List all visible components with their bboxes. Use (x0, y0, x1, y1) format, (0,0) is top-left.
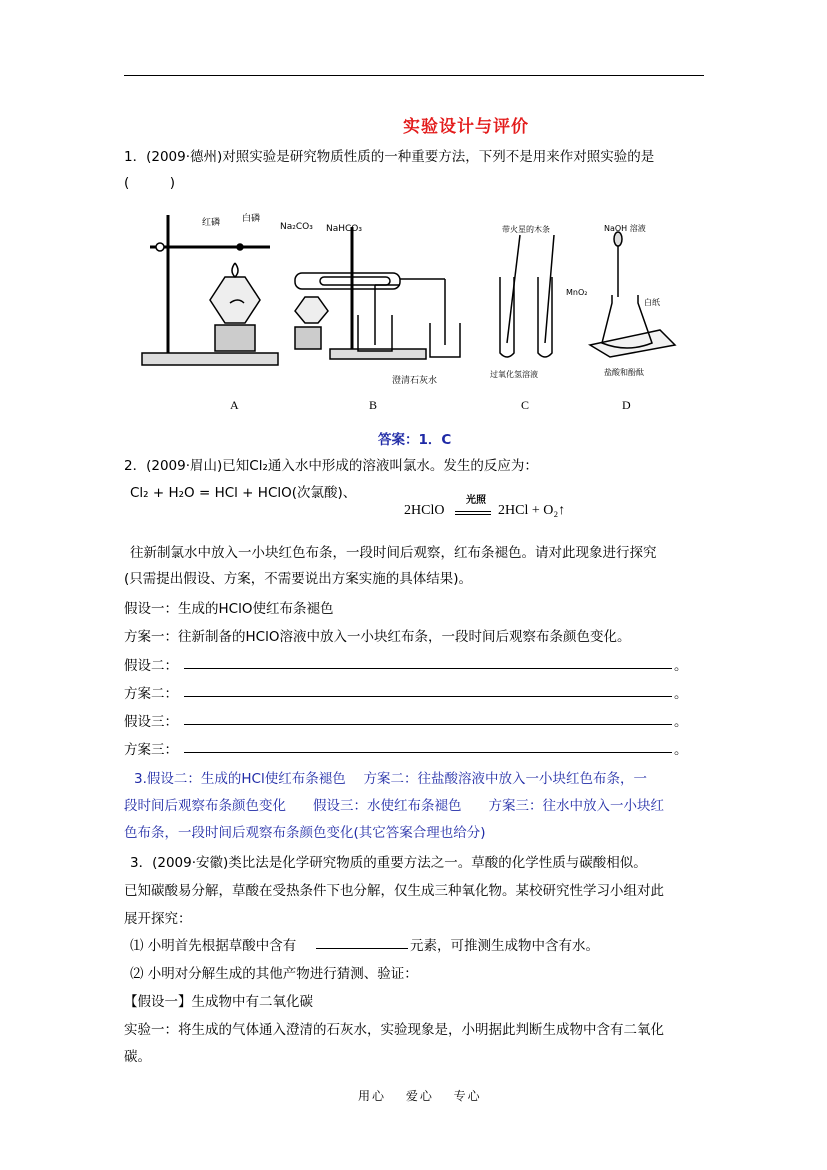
q2-hypothesis-2-label: 假设二： (124, 658, 178, 674)
q2-hypothesis-2-blank[interactable] (184, 668, 672, 669)
label-mno2: MnO₂ (566, 288, 588, 297)
label-h2o2: 过氧化氢溶液 (490, 370, 538, 379)
apparatus-a (142, 215, 278, 365)
q2-plan-2-label: 方案二： (124, 686, 178, 702)
label-na2co3: Na₂CO₃ (280, 222, 313, 232)
q2-plan-2-blank[interactable] (184, 696, 672, 697)
page-title: 实验设计与评价 (403, 117, 529, 137)
label-nahco3: NaHCO₃ (326, 224, 362, 234)
label-white-paper: 白纸 (644, 298, 660, 307)
q3-line1: 3．(2009·安徽)类比法是化学研究物质的重要方法之一。草酸的化学性质与碳酸相似。 (130, 855, 647, 871)
q2-eq2-arrow (455, 511, 491, 515)
q1-bracket: ( ) (124, 175, 176, 191)
apparatus-b (295, 227, 460, 359)
q3-step1-blank[interactable] (316, 948, 408, 949)
end-mark: 。 (674, 686, 688, 702)
q2-eq2-left: 2HClO (404, 503, 445, 518)
end-mark: 。 (674, 742, 688, 758)
q3-experiment-1-line1: 实验一：将生成的气体通入澄清的石灰水，实验现象是，小明据此判断生成物中含有二氧化 (124, 1022, 664, 1038)
q2-plan-3-label: 方案三： (124, 742, 178, 758)
q1-answer: 答案：1．C (378, 432, 452, 448)
q2-eq2-condition: 光照 (466, 495, 486, 506)
answer3-line3: 色布条，一段时间后观察布条颜色变化(其它答案合理也给分) (124, 825, 486, 841)
label-hcl-phenol: 盐酸和酚酞 (604, 368, 644, 377)
end-mark: 。 (674, 658, 688, 674)
label-white-phosphorus: 白磷 (242, 214, 261, 224)
apparatus-c (500, 235, 554, 357)
q2-intro: 2．(2009·眉山)已知Cl₂通入水中形成的溶液叫氯水。发生的反应为： (124, 458, 538, 474)
option-d: D (622, 398, 631, 412)
q2-plan-1: 方案一：往新制备的HClO溶液中放入一小块红布条，一段时间后观察布条颜色变化。 (124, 629, 631, 645)
q3-step1-post: 元素，可推测生成物中含有水。 (410, 938, 599, 954)
label-limewater: 澄清石灰水 (392, 376, 438, 386)
option-b: B (369, 398, 378, 412)
end-mark: 。 (674, 714, 688, 730)
header-rule (124, 75, 704, 76)
q2-para-line2: (只需提出假设、方案，不需要说出方案实施的具体结果)。 (124, 571, 473, 587)
q2-hypothesis-3-blank[interactable] (184, 724, 672, 725)
page-footer: 用心 爱心 专心 (358, 1089, 482, 1103)
q3-experiment-1-line2: 碳。 (124, 1049, 151, 1065)
label-red-phosphorus: 红磷 (202, 218, 221, 228)
q1-text: 1．(2009·德州)对照实验是研究物质性质的一种重要方法，下列不是用来作对照实验的是 (124, 149, 655, 165)
q2-eq1: Cl₂ + H₂O = HCl + HClO(次氯酸)、 (130, 485, 357, 501)
q3-step2: ⑵ 小明对分解生成的其他产物进行猜测、验证： (130, 966, 418, 982)
q3-step1-pre: ⑴ 小明首先根据草酸中含有 (130, 938, 297, 954)
q1-figure (130, 205, 690, 400)
q3-line2: 已知碳酸易分解，草酸在受热条件下也分解，仅生成三种氧化物。某校研究性学习小组对此 (124, 883, 664, 899)
q2-eq2-right: 2HCl + O₂↑ (498, 503, 566, 518)
option-a: A (230, 398, 239, 412)
q2-hypothesis-1: 假设一：生成的HClO使红布条褪色 (124, 601, 334, 617)
apparatus-d (590, 232, 675, 357)
option-c: C (521, 398, 530, 412)
answer3-line2: 段时间后观察布条颜色变化 假设三：水使红布条褪色 方案三：往水中放入一小块红 (124, 798, 664, 814)
label-glowing-splint: 带火星的木条 (502, 225, 550, 234)
q3-line3: 展开探究： (124, 911, 192, 927)
q2-plan-3-blank[interactable] (184, 752, 672, 753)
answer3-line1: 3.假设二：生成的HCl使红布条褪色 方案二：往盐酸溶液中放入一小块红色布条，一 (134, 771, 647, 787)
q2-hypothesis-3-label: 假设三： (124, 714, 178, 730)
q3-hypothesis-1: 【假设一】生成物中有二氧化碳 (124, 994, 313, 1010)
label-naoh: NaOH 溶液 (604, 224, 646, 233)
q2-para-line1: 往新制氯水中放入一小块红色布条，一段时间后观察，红布条褪色。请对此现象进行探究 (130, 545, 657, 561)
